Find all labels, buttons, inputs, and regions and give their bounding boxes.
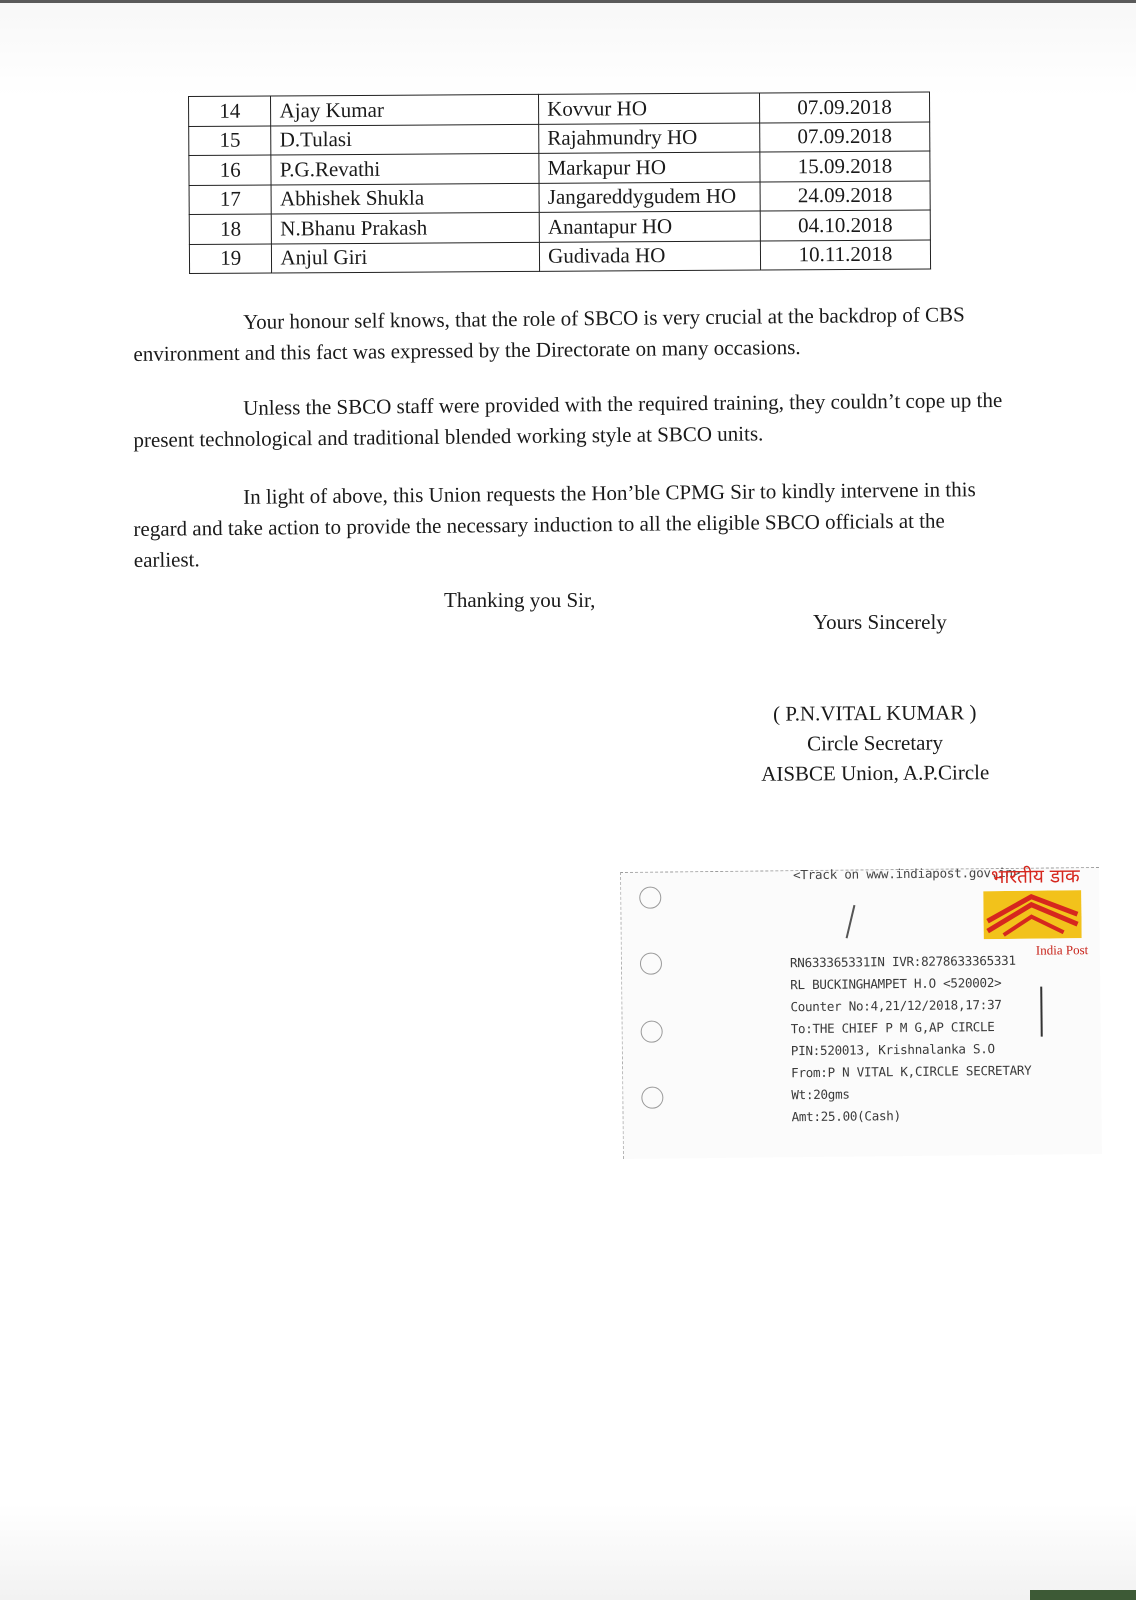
joining-date: 04.10.2018 bbox=[760, 210, 930, 241]
punch-hole-icon bbox=[641, 1021, 663, 1043]
closing-line: Yours Sincerely bbox=[813, 610, 947, 634]
receipt-destination-pin: PIN:520013, Krishnalanka S.O bbox=[790, 1041, 995, 1059]
row-number: 18 bbox=[189, 214, 272, 244]
signatory-title: Circle Secretary bbox=[806, 730, 944, 756]
row-number: 14 bbox=[189, 96, 272, 126]
postal-receipt bbox=[620, 864, 1102, 1159]
scan-top-edge bbox=[0, 0, 1136, 3]
office-name: Anantapur HO bbox=[539, 211, 760, 242]
table-row bbox=[189, 151, 930, 185]
table-row bbox=[189, 210, 930, 244]
scan-bottom-edge bbox=[1030, 1590, 1136, 1600]
office-name: Rajahmundry HO bbox=[539, 123, 760, 154]
official-name: Anjul Giri bbox=[272, 242, 540, 273]
official-name: Abhishek Shukla bbox=[271, 183, 539, 214]
receipt-booking-office: RL BUCKINGHAMPET H.O <520002> bbox=[790, 975, 1002, 993]
official-name: D.Tulasi bbox=[271, 124, 539, 155]
office-name: Kovvur HO bbox=[539, 93, 760, 124]
punch-hole-icon bbox=[639, 887, 661, 909]
signatory-name: ( P.N.VITAL KUMAR ) bbox=[772, 700, 977, 726]
row-number: 16 bbox=[189, 155, 272, 185]
thanks-line: Thanking you Sir, bbox=[444, 588, 596, 612]
receipt-article-number: RN633365331IN IVR:8278633365331 bbox=[789, 952, 1016, 971]
receipt-addressee: To:THE CHIEF P M G,AP CIRCLE bbox=[790, 1019, 995, 1037]
table-row bbox=[189, 180, 930, 214]
office-name: Markapur HO bbox=[539, 152, 760, 183]
office-name: Jangareddygudem HO bbox=[539, 182, 760, 213]
table-row bbox=[189, 121, 930, 155]
officials-table bbox=[188, 91, 931, 274]
paragraph-training bbox=[133, 385, 1014, 456]
joining-date: 10.11.2018 bbox=[760, 239, 930, 270]
paragraph-text: In light of above, this Union requests the Hon’ble CPMG Sir to kindly intervene in this regard and take action to provide the necessary induction to all the eligible SBCO officials at the earliest. bbox=[133, 477, 976, 572]
receipt-sender: From:P N VITAL K,CIRCLE SECRETARY bbox=[791, 1062, 1032, 1081]
paragraph-text: Unless the SBCO staff were provided with the required training, they couldn’t cope up the present technological and traditional blended working style at SBCO units. bbox=[133, 387, 1003, 452]
table-row bbox=[189, 92, 930, 126]
official-name: Ajay Kumar bbox=[271, 94, 539, 125]
joining-date: 07.09.2018 bbox=[759, 92, 929, 123]
receipt-counter-datetime: Counter No:4,21/12/2018,17:37 bbox=[790, 997, 1002, 1015]
signature-block bbox=[740, 697, 1011, 789]
official-name: N.Bhanu Prakash bbox=[272, 212, 540, 243]
receipt-amount: Amt:25.00(Cash) bbox=[791, 1108, 901, 1125]
signatory-organisation: AISBCE Union, A.P.Circle bbox=[761, 760, 990, 786]
tracking-url: <Track on www.indiapost.gov.in> bbox=[792, 864, 1021, 883]
table-row bbox=[189, 239, 930, 273]
paragraph-sbco-role bbox=[133, 299, 1014, 370]
paragraph-request bbox=[133, 474, 1014, 576]
row-number: 17 bbox=[189, 184, 272, 214]
pen-mark bbox=[1040, 987, 1043, 1037]
joining-date: 07.09.2018 bbox=[760, 121, 930, 152]
paragraph-text: Your honour self knows, that the role of SBCO is very crucial at the backdrop of CBS environment and this fact was expressed by the Directorate on many occasions. bbox=[133, 302, 965, 366]
logo-english-text: India Post bbox=[1035, 942, 1089, 958]
punch-hole-icon bbox=[640, 953, 662, 975]
logo-hindi-text: भारतीय डाक bbox=[990, 865, 1080, 889]
office-name: Gudivada HO bbox=[540, 241, 761, 272]
joining-date: 15.09.2018 bbox=[760, 151, 930, 182]
row-number: 15 bbox=[189, 125, 272, 155]
pen-mark bbox=[846, 905, 855, 938]
punch-hole-icon bbox=[641, 1087, 663, 1109]
row-number: 19 bbox=[189, 243, 272, 273]
official-name: P.G.Revathi bbox=[271, 153, 539, 184]
india-post-emblem-icon bbox=[983, 890, 1081, 939]
officials-table-body bbox=[189, 92, 931, 274]
joining-date: 24.09.2018 bbox=[760, 180, 930, 211]
receipt-weight: Wt:20gms bbox=[791, 1086, 850, 1103]
